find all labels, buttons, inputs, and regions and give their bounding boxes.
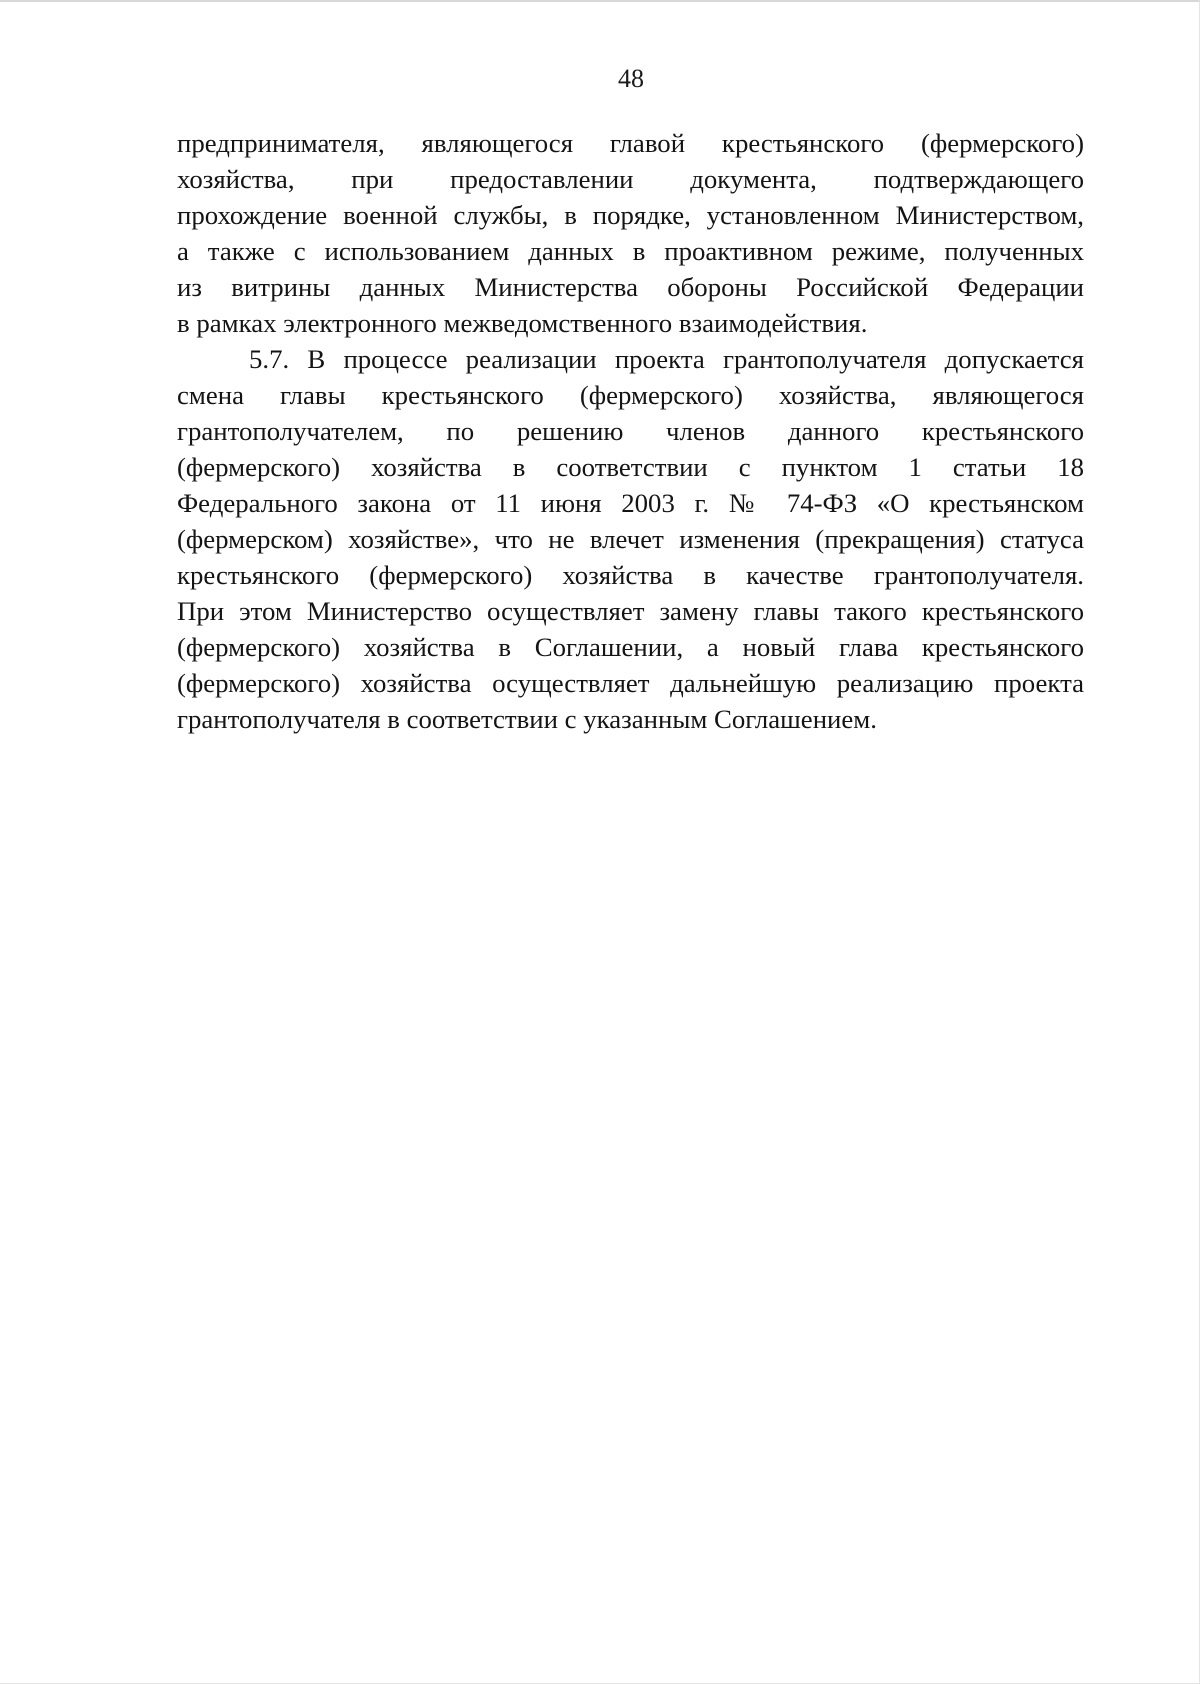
paragraph-5-7 <box>177 341 1084 737</box>
text-line: а также с использованием данных в проактивном режиме, полученных <box>177 236 1084 266</box>
text-line: крестьянского (фермерского) хозяйства в качестве грантополучателя. <box>177 560 1084 590</box>
page-number: 48 <box>618 64 644 93</box>
text-line: смена главы крестьянского (фермерского) хозяйства, являющегося <box>177 380 1084 410</box>
text-line: (фермерского) хозяйства в Соглашении, а новый глава крестьянского <box>177 632 1084 662</box>
text-line: (фермерского) хозяйства в соответствии с пунктом 1 статьи 18 <box>177 452 1084 482</box>
text-line: предпринимателя, являющегося главой крестьянского (фермерского) <box>177 128 1084 158</box>
text-line: из витрины данных Министерства обороны Российской Федерации <box>177 272 1084 302</box>
document-body <box>177 125 1084 737</box>
paragraph-continuation <box>177 125 1084 341</box>
text-line: в рамках электронного межведомственного взаимодействия. <box>177 308 868 338</box>
text-line: При этом Министерство осуществляет замену главы такого крестьянского <box>177 596 1084 626</box>
text-line: прохождение военной службы, в порядке, установленном Министерством, <box>177 200 1084 230</box>
text-line: хозяйства, при предоставлении документа, подтверждающего <box>177 164 1084 194</box>
text-line: Федерального закона от 11 июня 2003 г. № 74-ФЗ «О крестьянском <box>177 488 1084 518</box>
text-line-indented: 5.7. В процессе реализации проекта грантополучателя допускается <box>249 344 1084 374</box>
text-line: грантополучателя в соответствии с указанным Соглашением. <box>177 704 877 734</box>
text-line: грантополучателем, по решению членов данного крестьянского <box>177 416 1084 446</box>
text-line: (фермерского) хозяйства осуществляет дальнейшую реализацию проекта <box>177 668 1084 698</box>
text-line: (фермерском) хозяйстве», что не влечет изменения (прекращения) статуса <box>177 524 1084 554</box>
